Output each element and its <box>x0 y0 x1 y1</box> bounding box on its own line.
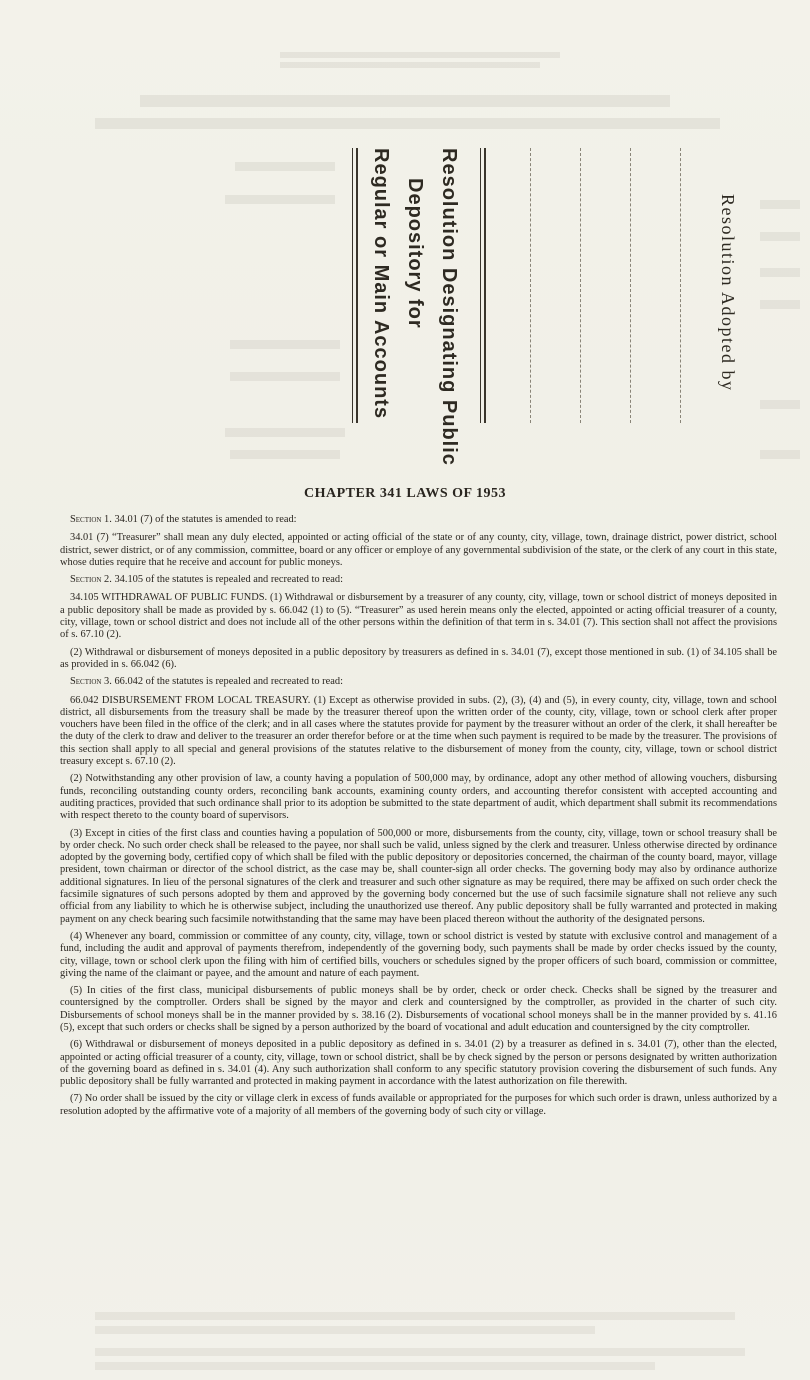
bleed-through-footer <box>0 1300 810 1380</box>
section-1-heading <box>60 514 777 526</box>
folded-title-panel <box>340 148 738 466</box>
panel-title-line-2: Depository for <box>404 178 426 329</box>
section-text: 34.01 (7) of the statutes is amended to read: <box>114 514 297 525</box>
section-label: Section 1. <box>70 514 112 525</box>
section-3-heading <box>60 676 777 688</box>
panel-rule <box>484 148 486 423</box>
panel-rule <box>680 148 681 423</box>
panel-rule <box>530 148 531 423</box>
statute-text <box>60 514 777 1123</box>
paragraph-66-042-5: (5) In cities of the first class, municipal disbursements of public moneys shall be by order, check or order check. Checks shall be signed by the treasurer and countersigned by the comptroller. Orders shall be signed by the mayor and clerk and countersigned by the comptroller, as provided in the charter of such city. Disbursements of school moneys shall be in the manner provided by s. 38.16 (2). Disbursements of vocational school moneys shall be in the manner provided by s. 41.16 (5), except that such orders or checks shall be signed by a person authorized by the board of vocational and adult education and countersigned by the city comptroller. <box>60 985 777 1033</box>
panel-rule <box>356 148 358 423</box>
section-text: 34.105 of the statutes is repealed and recreated to read: <box>114 574 343 586</box>
paragraph-66-042-6: (6) Withdrawal or disbursement of moneys deposited in a public depository as defined in s. 34.01 (2) by a treasurer as defined in s. 34.01 (7), other than the elected, appointed or acting official treasurer of a county, city, village, town or school district, shall be by check signed by the person or persons designated by written authorization of the governing board as defined in s. 34.01 (4). Any such authorization shall conform to any specific statutory provision covering the disbursement of such funds. Any public depository shall be fully warranted and protected in making payment in accordance with the latest authorization on file therewith. <box>60 1039 777 1088</box>
section-label: Section 3. <box>70 676 112 688</box>
panel-rule <box>580 148 581 423</box>
paragraph-66-042-2: (2) Notwithstanding any other provision of law, a county having a population of 500,000 may, by ordinance, adopt any other method of allowing vouchers, disbursing funds, reconciling outstanding county orders, reconciling bank accounts, examining county orders, and accounting therefor consistent with accepted accounting and auditing practices, provided that such ordinance shall prior to its adoption be submitted to the state department of audit, which department shall submit its recommendations with respect thereto to the county board of supervisors. <box>60 773 777 822</box>
panel-rule <box>352 148 353 423</box>
panel-rule <box>480 148 481 423</box>
resolution-adopted-by: Resolution Adopted by <box>718 194 738 392</box>
panel-title-line-1: Resolution Designating Public <box>438 148 460 466</box>
paragraph-66-042-4: (4) Whenever any board, commission or committee of any county, city, village, town or school district is vested by statute with exclusive control and management of a fund, including the audit and approval of payments therefrom, independently of the governing body, such payments shall be made by order checks issued by the county, city, village, town or school clerk upon the filing with him of certified bills, vouchers or schedules signed by the proper officers of such board, commission or committee, giving the name of the claimant or payee, and the amount and nature of each payment. <box>60 930 777 979</box>
panel-title-line-3: Regular or Main Accounts <box>370 148 392 420</box>
section-2-heading <box>60 574 777 586</box>
paragraph-66-042-1: 66.042 DISBURSEMENT FROM LOCAL TREASURY. (1) Except as otherwise provided in subs. (2), (3), (4) and (5), in every county, city, village, town and school district, all disbursements from the treasury shall be made by the treasurer thereof upon the written order of the county, city, village, town or school clerk after proper vouchers have been filed in the office of the clerk; and in all cases where the statutes provide for payment by the treasurer without an order of the clerk, it shall hereafter be the duty of the clerk to draw and deliver to the treasurer an order therefor before or at the time when such payment is required to be made by the treasurer. The provisions of this section shall apply to all special and general provisions of the statutes relative to the disbursement of money from the county, city, village, town or school district treasury except s. 67.10 (2). <box>60 694 777 768</box>
panel-rule <box>630 148 631 423</box>
paragraph-34-105-1: 34.105 WITHDRAWAL OF PUBLIC FUNDS. (1) Withdrawal or disbursement by a treasurer of any county, city, village, town or school district of moneys deposited in a public depository shall be made as provided by s. 66.042 (1) to (5). “Treasurer” as used herein means only the elected, appointed or acting official treasurer of a county, city, village, town or school district and does not include all of the other persons within the definition of that term in s. 34.01 (7). This section shall not affect the provisions of s. 67.10 (2). <box>60 592 777 641</box>
chapter-title: CHAPTER 341 LAWS OF 1953 <box>303 486 507 501</box>
section-label: Section 2. <box>70 574 112 586</box>
paragraph-66-042-7: (7) No order shall be issued by the city or village clerk in excess of funds available or appropriated for the purposes for which such order is drawn, unless authorized by a resolution adopted by the affirmative vote of a majority of all members of the governing body of such city or village. <box>60 1093 777 1117</box>
paragraph-66-042-3: (3) Except in cities of the first class and counties having a population of 500,000 or more, disbursements from the county, city, village, town or school treasury shall be by order check. No such order check shall be released to the payee, nor shall such be valid, unless signed by the clerk and treasurer. Unless otherwise directed by ordinance adopted by the governing body, certified copy of which shall be filed with the public depository or depositories concerned, the chairman of the county board, mayor, village president, town chairman or director of the school district, as the case may be, shall counter-sign all order checks. The governing body may also by ordinance authorize additional signatures. In lieu of the personal signatures of the clerk and treasurer and such other signature as may be required, there may be affixed on such order check the facsimile signatures of such persons adopted by them and approved by the governing body concerned but the use of such facsimile signature shall not relieve any such official from any liability to which he is otherwise subject, including the unauthorized use thereof. Any public depository shall be fully warranted and protected in making payment on any check bearing such facsimile notwithstanding that the same may have been placed thereon without the authority of the designated persons. <box>60 827 777 925</box>
paragraph-34-105-2: (2) Withdrawal or disbursement of moneys deposited in a public depository by treasurers as defined in s. 34.01 (7), except those mentioned in sub. (1) of 34.105 shall be as provided in s. 66.042 (6). <box>60 646 777 670</box>
paragraph-34-01: 34.01 (7) “Treasurer” shall mean any duly elected, appointed or acting official of the state or of any county, city, village, town, drainage district, power district, school district, sewer district, or of any commission, committee, board or any officer or employe of any governmental subdivision of the state, or the clerk of any court in this state, whose duties require that he receive and account for public moneys. <box>60 532 777 568</box>
section-text: 66.042 of the statutes is repealed and recreated to read: <box>114 676 343 688</box>
